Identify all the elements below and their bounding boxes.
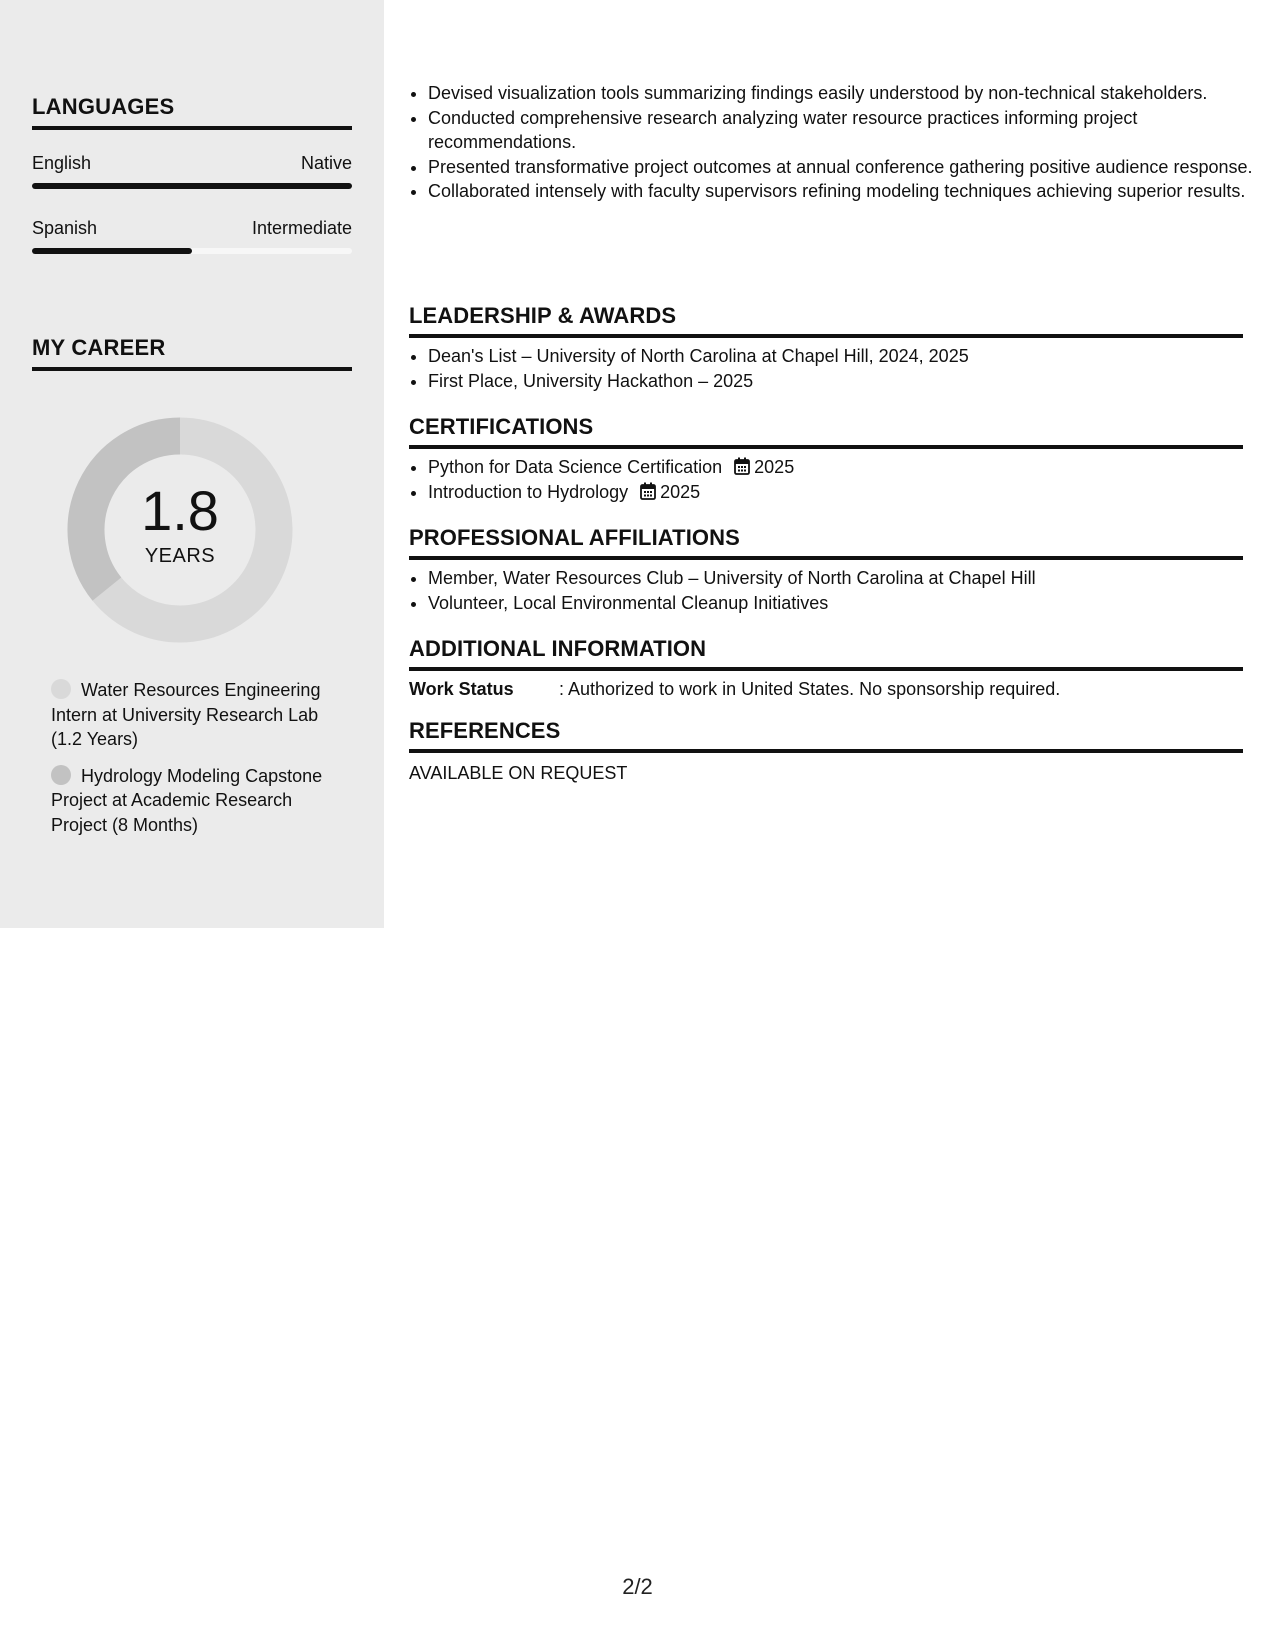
language-proficiency-bar: [32, 248, 352, 254]
section-heading: CERTIFICATIONS: [409, 414, 1243, 449]
affiliations-list: [409, 566, 1243, 615]
language-item: [32, 217, 352, 254]
career-section: [32, 335, 352, 371]
references-section: [409, 718, 1243, 784]
list-item: • Presented transformative project outcomes at annual conference gathering positive audience response.: [428, 155, 1262, 180]
list-item: • Dean's List – University of North Carolina at Chapel Hill, 2024, 2025: [428, 344, 1243, 369]
leadership-section: [409, 303, 1243, 393]
section-heading: ADDITIONAL INFORMATION: [409, 636, 1243, 671]
legend-dot: [51, 765, 71, 785]
career-total-value: 1.8: [141, 478, 219, 542]
language-level: Intermediate: [251, 218, 352, 238]
language-name: Spanish: [32, 218, 98, 238]
career-legend-label: Water Resources Engineering Intern at University Research Lab (1.2 Years): [51, 680, 321, 749]
certifications-list: [409, 455, 1243, 504]
certification-name: Python for Data Science Certification: [428, 457, 723, 477]
work-status-value: : Authorized to work in United States. No sponsorship required.: [559, 679, 1061, 699]
affiliations-section: [409, 525, 1243, 615]
career-legend: [51, 678, 341, 849]
calendar-icon: [734, 457, 750, 475]
work-status-label: Work Status: [409, 679, 514, 699]
languages-heading: LANGUAGES: [32, 94, 352, 130]
language-proficiency-fill: [32, 183, 352, 189]
legend-dot: [51, 679, 71, 699]
section-heading: PROFESSIONAL AFFILIATIONS: [409, 525, 1243, 560]
list-item: • Member, Water Resources Club – University of North Carolina at Chapel Hill: [428, 566, 1243, 591]
career-total-unit: YEARS: [144, 544, 216, 567]
section-heading: LEADERSHIP & AWARDS: [409, 303, 1243, 338]
leadership-list: [409, 344, 1243, 393]
language-name: English: [32, 153, 92, 173]
certification-name: Introduction to Hydrology: [428, 481, 629, 502]
list-item: • First Place, University Hackathon – 2025: [428, 369, 1243, 394]
list-item: [428, 455, 1243, 480]
career-heading: MY CAREER: [32, 335, 352, 371]
career-donut-chart: [67, 417, 293, 643]
page-number: 2/2: [622, 1574, 653, 1599]
career-legend-item: [51, 764, 341, 838]
calendar-icon: [640, 482, 656, 500]
work-status-row: [409, 679, 1243, 700]
language-proficiency-bar: [32, 183, 352, 189]
list-item: • Collaborated intensely with faculty supervisors refining modeling techniques achieving superior results.: [428, 179, 1262, 204]
language-proficiency-fill: [32, 248, 192, 254]
languages-section: [32, 94, 352, 254]
list-item: • Volunteer, Local Environmental Cleanup Initiatives: [428, 591, 1243, 616]
certification-year: 2025: [754, 457, 795, 477]
list-item: • Conducted comprehensive research analyzing water resource practices informing project recommendations.: [428, 106, 1262, 155]
list-item: [428, 480, 1243, 505]
list-item: • Devised visualization tools summarizing findings easily understood by non-technical stakeholders.: [428, 81, 1262, 106]
additional-info-section: [409, 636, 1243, 700]
career-donut-center: [67, 417, 293, 643]
language-item: [32, 152, 352, 189]
sidebar: [0, 0, 384, 928]
language-level: Native: [300, 153, 352, 173]
certification-year: 2025: [660, 481, 701, 502]
career-legend-label: Hydrology Modeling Capstone Project at Academic Research Project (8 Months): [51, 765, 323, 835]
experience-bullets: [409, 81, 1262, 204]
certifications-section: [409, 414, 1243, 504]
references-text: AVAILABLE ON REQUEST: [409, 763, 628, 783]
section-heading: REFERENCES: [409, 718, 1243, 753]
career-legend-item: [51, 678, 341, 752]
